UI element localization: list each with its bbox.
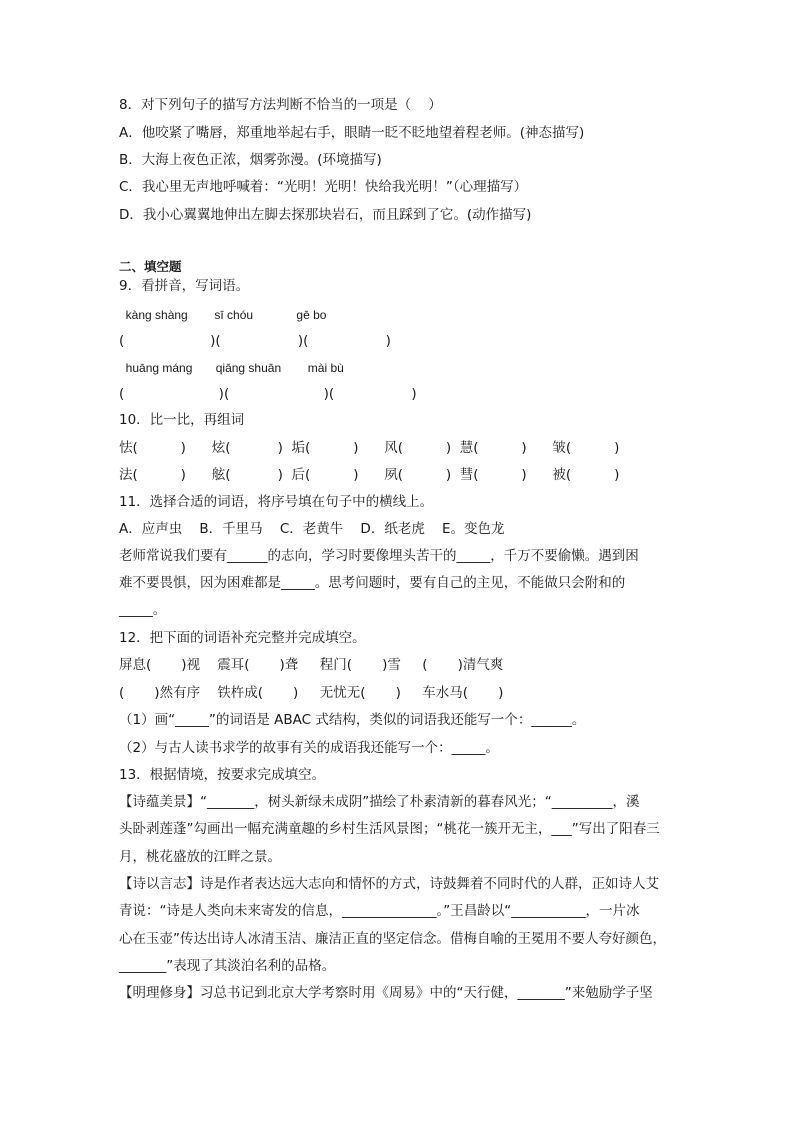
q8-option-a: A．他咬紧了嘴唇，郑重地举起右手，眼睛一眨不眨地望着程老师。(神态描写) — [119, 125, 585, 141]
q12-sub2: （2）与古人读书求学的故事有关的成语我还能写一个：_____。 — [119, 740, 499, 756]
q9-pinyin-row2: huāng máng qiāng shuān mài bù — [119, 361, 344, 375]
q8-option-c: C．我心里无声地呼喊着：“光明！光明！快给我光明！”（心理描写） — [119, 179, 528, 195]
q10-row1: 怯( ) 炫( ) 垢( ) 风( ) 慧( ) 皱( ) — [119, 440, 620, 456]
q11-text-line2: 难不要畏惧，因为困难都是_____。思考问题时，要有自己的主见，不能做只会附和的 — [119, 575, 626, 591]
q11-stem: 11．选择合适的词语，将序号填在句子中的横线上。 — [119, 494, 434, 510]
q10-stem: 10．比一比，再组词 — [119, 412, 245, 428]
q13-p2-line4: _______”表现了其淡泊名利的品格。 — [119, 958, 336, 974]
q13-p2-line1: 【诗以言志】诗是作者表达远大志向和情怀的方式，诗鼓舞着不同时代的人群，正如诗人艾 — [119, 876, 659, 892]
q11-options: A．应声虫 B．千里马 C．老黄牛 D．纸老虎 E。变色龙 — [119, 521, 505, 537]
q13-p2-line2: 青说：“诗是人类向未来寄发的信息，______________。”王昌龄以“___________，一片冰 — [119, 903, 640, 919]
q11-text-line3: _____。 — [119, 602, 167, 618]
q9-blanks-row1: ( )( )( ) — [119, 333, 391, 349]
q8-option-b: B．大海上夜色正浓，烟雾弥漫。(环境描写) — [119, 152, 382, 168]
q10-row2: 法( ) 舷( ) 后( ) 夙( ) 彗( ) 被( ) — [119, 467, 620, 483]
q13-stem: 13．根据情境，按要求完成填空。 — [119, 767, 326, 783]
q13-p1-line3: 月，桃花盛放的江畔之景。 — [119, 849, 281, 865]
q13-p3-line1: 【明理修身】习总书记到北京大学考察时用《周易》中的“天行健，_______”来勉励学子坚 — [119, 985, 653, 1001]
q13-p2-line3: 心在玉壶”传达出诗人冰清玉洁、廉洁正直的坚定信念。借梅自喻的王冕用不要人夸好颜色， — [119, 931, 666, 947]
q8-stem: 8．对下列句子的描写方法判断不恰当的一项是（ ） — [119, 97, 442, 113]
q9-blanks-row2: ( )( )( ) — [119, 386, 417, 402]
q8-option-d: D．我小心翼翼地伸出左脚去探那块岩石，而且踩到了它。(动作描写) — [119, 207, 532, 223]
q13-p1-line1: 【诗蕴美景】“_______，树头新绿未成阴”描绘了朴素清新的暮春风光；“_________，溪 — [119, 794, 640, 810]
q12-row2: ( )然有序 铁杵成( ) 无忧无( ) 车水马( ) — [119, 685, 504, 701]
q11-text-line1: 老师常说我们要有______的志向，学习时要像埋头苦干的_____，千万不要偷懒。遇到困 — [119, 548, 639, 564]
q13-p1-line2: 头卧剥莲蓬”勾画出一幅充满童趣的乡村生活风景图；“桃花一簇开无主，___”写出了阳春三 — [119, 821, 660, 837]
q9-pinyin-row1: kàng shàng sī chóu gē bo — [119, 308, 327, 322]
q12-stem: 12．把下面的词语补充完整并完成填空。 — [119, 630, 366, 646]
q12-sub1: （1）画“_____”的词语是 ABAC 式结构，类似的词语我还能写一个：______。 — [119, 712, 586, 728]
q12-row1: 屏息( )视 震耳( )聋 程门( )雪 ( )清气爽 — [119, 657, 504, 673]
section-title-fill-blank: 二、填空题 — [119, 259, 182, 274]
q9-stem: 9．看拼音，写词语。 — [119, 278, 250, 294]
